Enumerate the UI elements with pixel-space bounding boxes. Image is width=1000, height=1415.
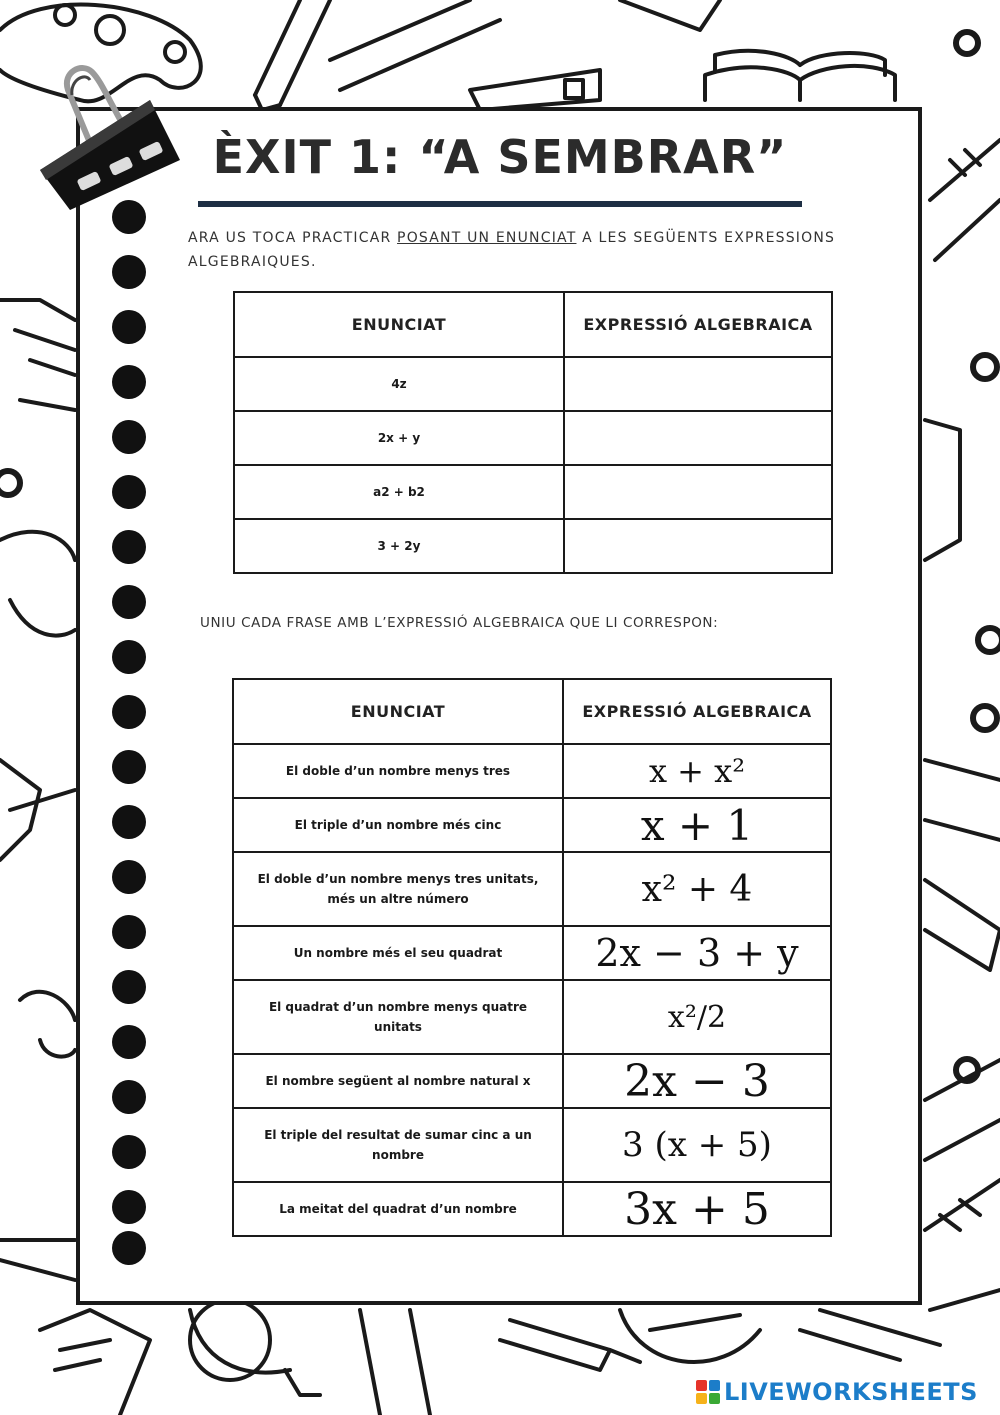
table1-answer-cell[interactable] [564,465,832,519]
expression-cell[interactable] [563,1108,831,1182]
expression-value: x² + 4 [641,868,753,910]
table1-expression-cell: 3 + 2y [234,519,564,573]
liveworksheets-watermark [690,1376,984,1408]
statement-cell[interactable]: El doble d’un nombre menys tres [233,744,563,798]
binder-clip-icon [30,60,190,210]
table1-answer-cell[interactable] [564,411,832,465]
expression-cell[interactable] [563,798,831,852]
statement-cell[interactable]: El triple d’un nombre més cinc [233,798,563,852]
statement-cell[interactable]: El triple del resultat de sumar cinc a un nombre [233,1108,563,1182]
expression-value: x²/2 [667,999,727,1035]
expression-cell[interactable] [563,1182,831,1236]
watermark-text: LIVEWORKSHEETS [724,1378,978,1406]
statement-cell[interactable]: La meitat del quadrat d’un nombre [233,1182,563,1236]
table2-header-statement: ENUNCIAT [233,679,563,744]
statement-cell[interactable]: El nombre següent al nombre natural x [233,1054,563,1108]
table2-header-expression: EXPRESSIÓ ALGEBRAICA [563,679,831,744]
expression-value: 2x − 3 [624,1055,770,1107]
instruction-1-line2: ALGEBRAIQUES. [188,254,317,270]
expression-cell[interactable] [563,926,831,980]
expression-cell[interactable] [563,744,831,798]
expression-value: 2x − 3 + y [595,931,799,975]
instruction-1-after: A LES SEGÜENTS EXPRESSIONS [576,230,836,246]
expression-cell[interactable] [563,980,831,1054]
instruction-1-underlined: POSANT UN ENUNCIAT [397,230,577,246]
table1-header-expression: EXPRESSIÓ ALGEBRAICA [564,292,832,357]
liveworksheets-logo-icon [696,1380,720,1404]
statement-cell[interactable]: El quadrat d’un nombre menys quatre unitats [233,980,563,1054]
expression-cell[interactable] [563,852,831,926]
expression-value: 3 (x + 5) [622,1125,772,1165]
statement-cell[interactable]: Un nombre més el seu quadrat [233,926,563,980]
page-title: ÈXIT 1: “A SEMBRAR” [212,130,788,184]
expression-value: x + x² [648,752,746,790]
expression-cell[interactable] [563,1054,831,1108]
expression-value: x + 1 [640,800,754,850]
table1-header-statement: ENUNCIAT [234,292,564,357]
instruction-1-before: ARA US TOCA PRACTICAR [188,230,398,246]
notebook-holes [112,200,152,1270]
matching-table [232,678,832,1237]
table1-expression-cell: 2x + y [234,411,564,465]
expression-value: 3x + 5 [624,1183,770,1235]
table1-expression-cell: 4z [234,357,564,411]
table1-expression-cell: a2 + b2 [234,465,564,519]
title-underline [198,201,802,207]
table1-answer-cell[interactable] [564,519,832,573]
instruction-2: UNIU CADA FRASE AMB L’EXPRESSIÓ ALGEBRAICA QUE LI CORRESPON: [200,615,719,631]
table1-answer-cell[interactable] [564,357,832,411]
statement-table [233,291,833,574]
statement-cell[interactable]: El doble d’un nombre menys tres unitats, més un altre número [233,852,563,926]
instruction-1 [188,226,874,274]
